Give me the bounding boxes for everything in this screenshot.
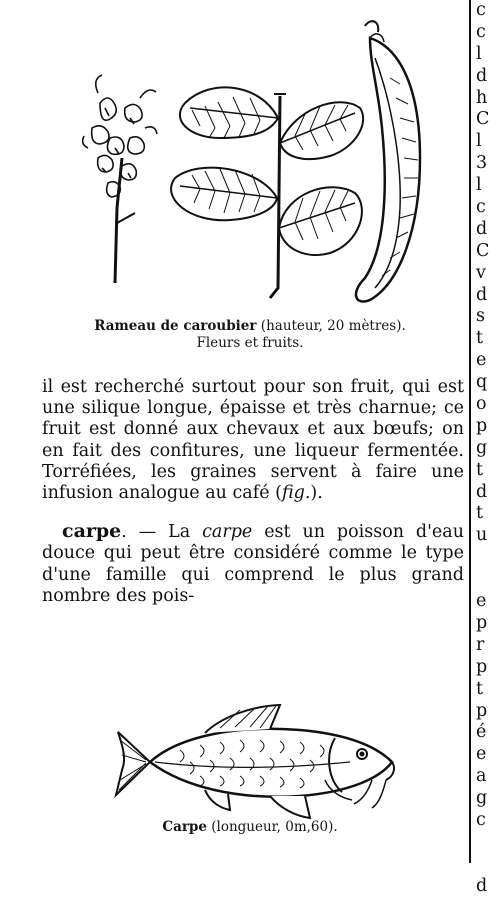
- column-fragment-letter: l: [476, 175, 482, 196]
- column-fragment-letter: u: [476, 525, 488, 546]
- column-fragment-letter: o: [476, 394, 487, 415]
- flower-cluster: [83, 75, 157, 283]
- leaf-stem: [171, 87, 363, 298]
- column-fragment-letter: [476, 547, 500, 569]
- carp-illustration: [110, 700, 400, 825]
- column-fragment-letter: h: [476, 87, 488, 108]
- column-fragment-letter: p: [476, 700, 488, 721]
- caption-line2: Fleurs et fruits.: [196, 335, 304, 351]
- column-fragment-letter: [476, 569, 500, 591]
- column-fragment-letter: v: [476, 262, 486, 283]
- column-fragment-letter: t: [476, 328, 484, 349]
- column-fragment-letter: c: [476, 0, 486, 20]
- column-fragment-letter: C: [476, 109, 490, 130]
- figure-caption-carp: [40, 819, 460, 836]
- column-fragment-letter: c: [476, 197, 486, 218]
- column-fragment-letter: p: [476, 612, 488, 633]
- entry-italic: carpe: [202, 522, 253, 543]
- entry-carpe: [42, 521, 464, 607]
- column-fragment-letter: c: [476, 809, 486, 830]
- column-fragment-letter: d: [476, 284, 488, 305]
- column-fragment-letter: [476, 854, 500, 876]
- entry-rest: est un poisson d'eau douce qui peut être considéré comme le type d'une famille qui comprend le plus grand nombre des pois-: [42, 522, 464, 606]
- column-fragment-letter: e: [476, 744, 487, 765]
- column-fragment-letter: t: [476, 503, 484, 524]
- column-rule: [469, 0, 471, 863]
- column-fragment-letter: e: [476, 591, 487, 612]
- column-fragment-letter: g: [476, 788, 488, 809]
- paragraph-carob: il est recherché surtout pour son fruit, qui est une silique longue, épaisse et très charnue; ce fruit est donné aux chevaux et aux bœufs; on en fait des confitures, une liqueur fermentée. Torréfiées, les graines servent à faire une infusion analogue au café (fig.).: [42, 377, 464, 504]
- figure-caption-carob: [40, 318, 460, 352]
- fig-reference: fig.: [281, 483, 311, 504]
- column-fragment-letter: d: [476, 481, 488, 502]
- column-fragment-letter: [476, 832, 500, 854]
- carob-pod: [356, 21, 420, 301]
- column-fragment-letter: g: [476, 437, 488, 458]
- column-fragment-letter: d: [476, 875, 488, 896]
- column-fragment-letter: q: [476, 372, 488, 393]
- column-fragment-letter: c: [476, 21, 486, 42]
- column-fragment-letter: t: [476, 678, 484, 699]
- caption-bold: Rameau de caroubier: [94, 318, 257, 334]
- caption2-rest: (longueur, 0m,60).: [206, 819, 338, 835]
- column-fragment-letter: a: [476, 766, 487, 787]
- column-fragment-letter: 3: [476, 153, 488, 174]
- adjacent-column-fragment: [476, 0, 500, 896]
- caption2-bold: Carpe: [162, 819, 207, 835]
- column-fragment-letter: t: [476, 459, 484, 480]
- article-text: [42, 377, 464, 624]
- column-fragment-letter: e: [476, 350, 487, 371]
- column-fragment-letter: é: [476, 722, 487, 743]
- column-fragment-letter: d: [476, 65, 488, 86]
- column-fragment-letter: l: [476, 131, 482, 152]
- column-fragment-letter: l: [476, 43, 482, 64]
- entry-dash: . — La: [121, 522, 203, 543]
- carob-branch-illustration: [70, 8, 460, 308]
- column-fragment-letter: p: [476, 656, 488, 677]
- column-fragment-letter: s: [476, 306, 485, 327]
- column-fragment-letter: d: [476, 218, 488, 239]
- column-fragment-letter: r: [476, 634, 485, 655]
- column-fragment-letter: p: [476, 415, 488, 436]
- caption-rest: (hauteur, 20 mètres).: [256, 318, 406, 334]
- column-fragment-letter: C: [476, 240, 490, 261]
- headword-carpe: carpe: [62, 520, 122, 543]
